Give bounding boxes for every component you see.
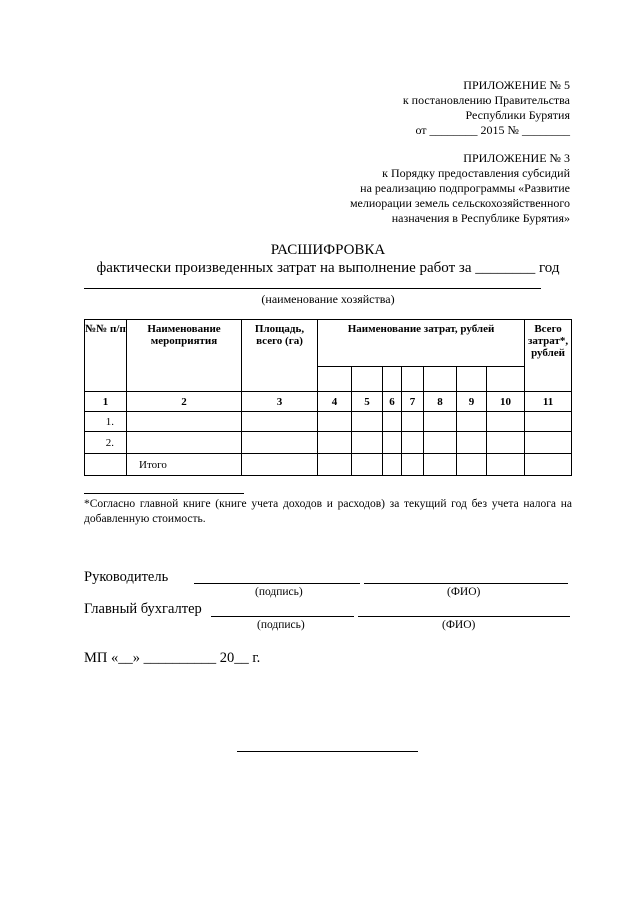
table-cell[interactable] [402,432,424,454]
table-cell[interactable] [352,412,383,432]
column-number: 1 [85,392,127,412]
farm-name-caption: (наименование хозяйства) [261,292,395,306]
table-cell[interactable] [383,454,402,476]
footnote: *Согласно главной книге (книге учета доходов и расходов) за текущий год без учета налога на добавленную стоимость. [84,498,572,525]
table-cell[interactable] [318,454,352,476]
table-cell[interactable] [424,432,457,454]
column-number: 10 [487,392,525,412]
table-cell[interactable] [457,432,487,454]
table-cell[interactable] [487,432,525,454]
table-cell[interactable] [457,454,487,476]
head-signature-line[interactable] [194,583,360,584]
row-total-label: Итого [127,454,242,476]
header-cost-col [318,367,352,392]
head-name-caption: (ФИО) [447,586,481,598]
header-cost-col [402,367,424,392]
appendix-5-title: ПРИЛОЖЕНИЕ № 5 [463,78,570,92]
header-costs: Наименование затрат, рублей [318,320,525,367]
column-number: 7 [402,392,424,412]
header-cost-col [457,367,487,392]
table-cell[interactable] [242,454,318,476]
appendix-5-line-1: к постановлению Правительства [402,93,570,107]
column-number: 9 [457,392,487,412]
column-number: 5 [352,392,383,412]
stamp-date: МП «__» __________ 20__ г. [84,650,261,666]
column-number: 3 [242,392,318,412]
header-area: Площадь, всего (га) [242,320,318,392]
table-cell[interactable] [402,454,424,476]
row-name-cell[interactable] [127,412,242,432]
column-number: 6 [383,392,402,412]
appendix-3-title: ПРИЛОЖЕНИЕ № 3 [463,151,570,165]
table-cell[interactable] [402,412,424,432]
row-index [85,454,127,476]
table-cell[interactable] [487,412,525,432]
row-index: 2. [85,432,127,454]
table-cell[interactable] [525,454,572,476]
appendix-3-line-1: к Порядку предоставления субсидий [382,166,570,180]
table-row [85,432,572,454]
appendix-5-line-2: Республики Бурятия [465,108,570,122]
appendix-5-line-3: от ________ 2015 № ________ [415,123,570,137]
column-number: 11 [525,392,572,412]
accountant-signature-caption: (подпись) [257,619,305,631]
table-row [85,412,572,432]
head-label: Руководитель [84,569,169,585]
header-activity-name: Наименование мероприятия [127,320,242,392]
column-number: 2 [127,392,242,412]
table-cell[interactable] [525,432,572,454]
head-signature-caption: (подпись) [255,586,303,598]
table-cell[interactable] [457,412,487,432]
table-cell[interactable] [424,412,457,432]
table-cell[interactable] [487,454,525,476]
footnote-separator [84,493,244,494]
header-index: №№ п/п [85,320,127,392]
table-cell[interactable] [383,432,402,454]
header-cost-col [424,367,457,392]
header-total: Всего затрат*, рублей [525,320,572,392]
accountant-name-line[interactable] [358,616,570,617]
table-cell[interactable] [318,412,352,432]
column-number: 4 [318,392,352,412]
column-number: 8 [424,392,457,412]
appendix-3-line-2: на реализацию подпрограммы «Развитие [360,181,570,195]
header-cost-col [352,367,383,392]
bottom-line [237,751,418,752]
accountant-signature-line[interactable] [211,616,354,617]
accountant-name-caption: (ФИО) [442,619,476,631]
appendix-3-line-3: мелиорации земель сельскохозяйственного [349,196,570,210]
table-cell[interactable] [424,454,457,476]
table-cell[interactable] [383,412,402,432]
row-index: 1. [85,412,127,432]
table-cell[interactable] [242,432,318,454]
header-cost-col [487,367,525,392]
appendix-3-line-4: назначения в Республике Бурятия» [391,211,570,225]
farm-name-line [84,288,541,289]
table-cell[interactable] [352,454,383,476]
expenses-table [84,319,572,476]
table-cell[interactable] [525,412,572,432]
table-cell[interactable] [242,412,318,432]
document-subtitle: фактически произведенных затрат на выполнение работ за ________ год [96,260,560,276]
table-cell[interactable] [352,432,383,454]
table-row-total [85,454,572,476]
row-name-cell[interactable] [127,432,242,454]
table-cell[interactable] [318,432,352,454]
head-name-line[interactable] [364,583,568,584]
accountant-label: Главный бухгалтер [84,601,202,617]
document-title: РАСШИФРОВКА [270,242,386,258]
header-cost-col [383,367,402,392]
